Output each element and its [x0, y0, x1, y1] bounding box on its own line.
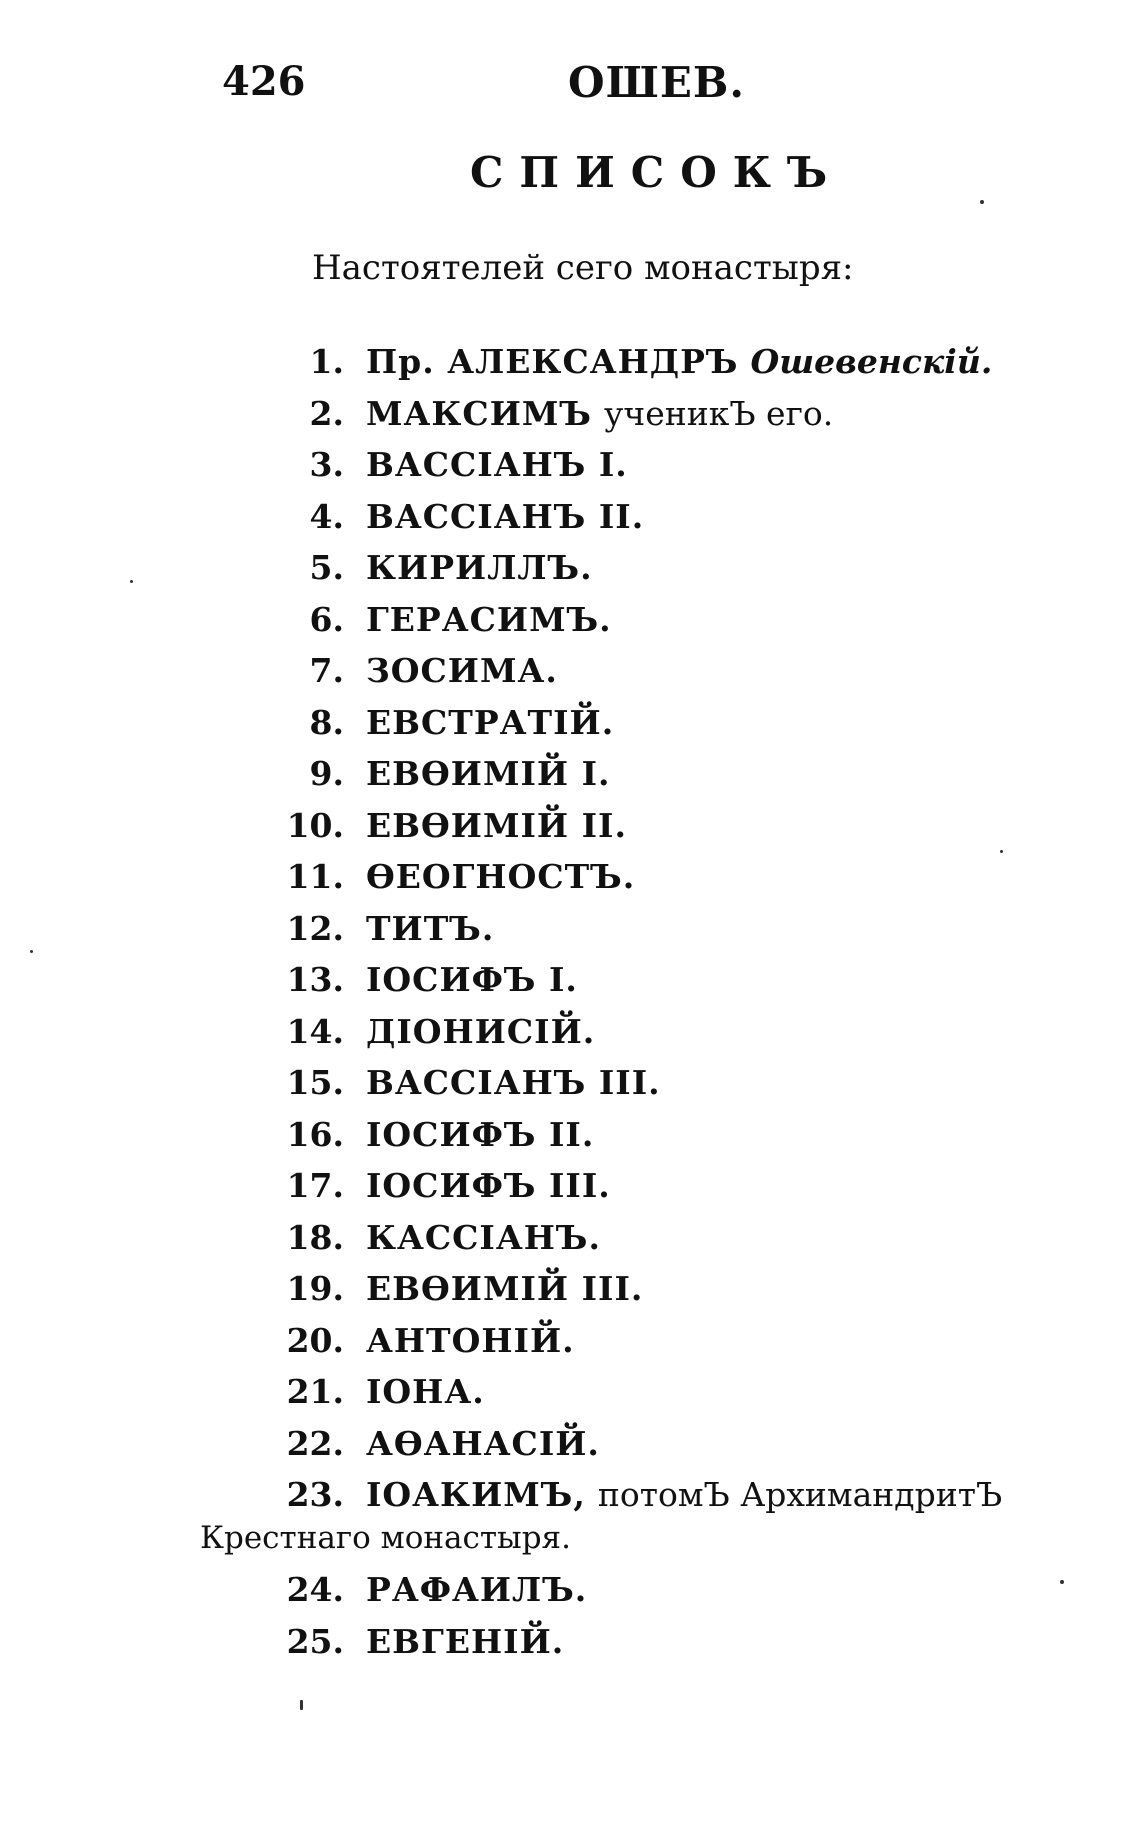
entry-note: Ошевенскій.: [750, 342, 993, 381]
entry-name: ТИТЪ.: [366, 908, 495, 948]
entry-name: ІОАКИМЪ, потомЪ АрхимандритЪ: [366, 1475, 1003, 1514]
list-item: [0, 1109, 1140, 1161]
entry-number: 11.: [286, 857, 344, 896]
entry-number: 9.: [309, 754, 344, 793]
entry-name: ГЕРАСИМЪ.: [366, 599, 612, 639]
entry-number: 25.: [286, 1621, 344, 1661]
entry-number: 14.: [286, 1011, 344, 1051]
entry-number: 24.: [286, 1570, 344, 1609]
entry-number: 8.: [309, 702, 344, 742]
entry-name: ВАССІАНЪ II.: [366, 496, 645, 536]
entry-number: 22.: [286, 1423, 344, 1463]
entry-name: Пр. АЛЕКСАНДРЪ Ошевенскій.: [366, 342, 993, 381]
list-item: [0, 1057, 1140, 1109]
entry-name: ЕВСТРАТІЙ.: [366, 702, 615, 742]
entry-name: ВАССІАНЪ І.: [366, 445, 628, 484]
list-item: [0, 1418, 1140, 1470]
list-item: [0, 1315, 1140, 1367]
print-speck: [1060, 1580, 1064, 1584]
entry-note: ученикЪ его.: [603, 393, 834, 433]
entry-number: 17.: [286, 1166, 344, 1205]
running-title: ОШЕВ.: [568, 58, 745, 107]
list-item: [0, 1160, 1140, 1212]
entry-name: ІОНА.: [366, 1372, 485, 1411]
entry-name: ѲЕОГНОСТЪ.: [366, 857, 636, 896]
entry-name: ІОСИФЪ І.: [366, 960, 578, 999]
entry-number: 16.: [286, 1114, 344, 1154]
entry-name: АѲАНАСІЙ.: [366, 1423, 600, 1463]
entry-name: ЕВѲИМІЙ III.: [366, 1269, 644, 1308]
entry-number: 12.: [286, 908, 344, 948]
entry-name: ІОСИФЪ II.: [366, 1114, 595, 1154]
entry-name: ДІОНИСІЙ.: [366, 1011, 596, 1051]
list-item: [0, 1366, 1140, 1418]
entry-name: КАССІАНЪ.: [366, 1217, 601, 1257]
list-item: [0, 903, 1140, 955]
entry-name: РАФАИЛЪ.: [366, 1570, 588, 1609]
list-title: СПИСОКЪ: [470, 148, 844, 197]
entry-name: КИРИЛЛЪ.: [366, 548, 593, 587]
entry-number: 23.: [286, 1475, 344, 1514]
entry-name: ЗОСИМА.: [366, 651, 558, 690]
entry-name: АНТОНІЙ.: [366, 1320, 575, 1360]
print-speck: [30, 950, 33, 953]
entry-name: МАКСИМЪ ученикЪ его.: [366, 393, 834, 433]
list-item: [0, 1616, 1140, 1668]
entry-number: 10.: [286, 805, 344, 845]
entry-name: ІОСИФЪ III.: [366, 1166, 611, 1205]
entry-number: 1.: [309, 342, 344, 381]
list-item: [0, 439, 1140, 491]
list-item: [0, 491, 1140, 543]
entry-number: 4.: [309, 496, 344, 536]
list-item: [0, 1469, 1140, 1564]
list-item: [0, 336, 1140, 388]
entry-number: 13.: [286, 960, 344, 999]
list-item: [0, 1212, 1140, 1264]
list-item: [0, 954, 1140, 1006]
print-speck: [1000, 850, 1003, 853]
entry-number: 18.: [286, 1217, 344, 1257]
page-number: 426: [222, 58, 306, 105]
list-item: [0, 1006, 1140, 1058]
entry-note-continuation: Крестнаго монастыря.: [200, 1520, 571, 1556]
list-item: [0, 645, 1140, 697]
list-item: [0, 1564, 1140, 1616]
entry-name: ЕВѲИМІЙ II.: [366, 805, 627, 845]
print-speck: [130, 580, 133, 583]
entry-number: 15.: [286, 1063, 344, 1102]
list-item: [0, 542, 1140, 594]
print-speck: [980, 200, 984, 204]
list-item: [0, 851, 1140, 903]
entry-name: ВАССІАНЪ III.: [366, 1063, 661, 1102]
entry-number: 3.: [309, 445, 344, 484]
list-subtitle: Настоятелей сего монастыря:: [312, 248, 854, 288]
abbots-list: [0, 336, 1140, 1667]
list-item: [0, 594, 1140, 646]
list-item: [0, 748, 1140, 800]
entry-number: 21.: [286, 1372, 344, 1411]
entry-number: 5.: [309, 548, 344, 587]
entry-number: 19.: [286, 1269, 344, 1308]
list-item: [0, 1263, 1140, 1315]
entry-number: 7.: [309, 651, 344, 690]
entry-note: потомЪ АрхимандритЪ: [597, 1475, 1003, 1514]
entry-number: 20.: [286, 1320, 344, 1360]
entry-number: 6.: [309, 599, 344, 639]
list-item: [0, 697, 1140, 749]
list-item: [0, 388, 1140, 440]
print-speck: [300, 1700, 303, 1710]
list-item: [0, 800, 1140, 852]
entry-number: 2.: [309, 393, 344, 433]
entry-name: ЕВѲИМІЙ І.: [366, 754, 611, 793]
entry-name: ЕВГЕНІЙ.: [366, 1621, 565, 1661]
